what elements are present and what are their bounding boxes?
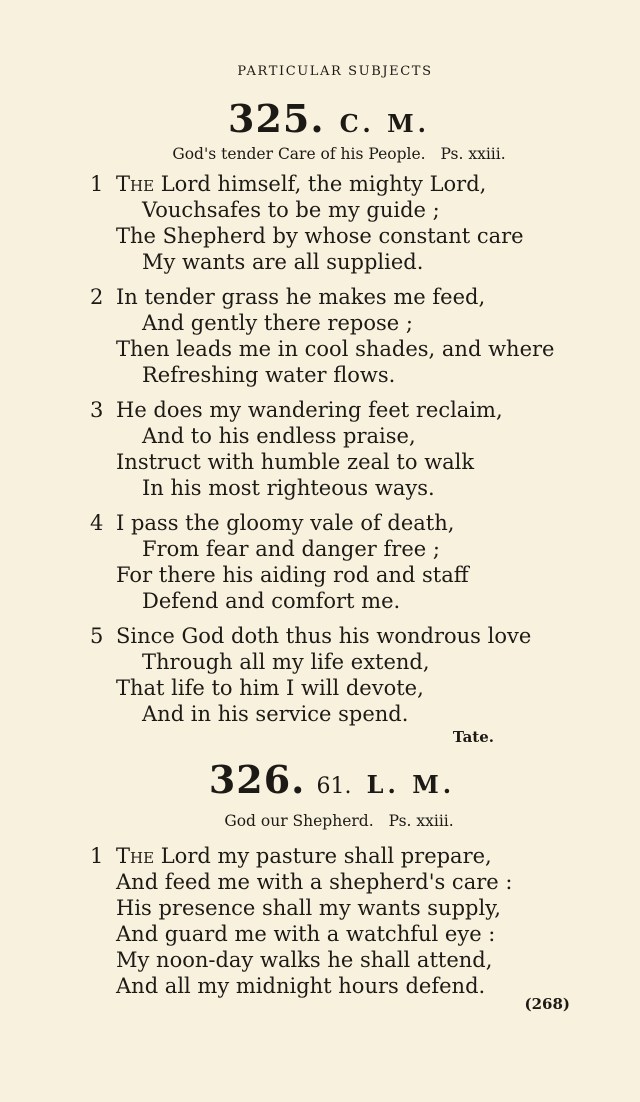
verse-line [90,284,610,310]
scripture-reference: Ps. xxiii. [440,145,506,163]
verse-line [90,171,610,197]
verse-line [90,397,610,423]
verse-line [90,843,610,869]
hymn-325-verse-5 [90,623,610,727]
verse-number: 1 [90,844,104,868]
verse-line: And feed me with a shepherd's care : [116,870,513,894]
verse-line: For there his aiding rod and staff [116,563,469,587]
verse-number: 1 [90,172,104,196]
verse-line: And all my midnight hours defend. [116,974,486,998]
verse-line: That life to him I will devote, [116,676,424,700]
verse-line: And in his service spend. [142,702,409,726]
verse-line: And gently there repose ; [142,311,413,335]
verse-line-text: Since God doth thus his wondrous love [116,624,532,648]
scripture-reference: Ps. xxiii. [388,812,454,830]
verse-line: My noon-day walks he shall attend, [116,948,493,972]
verse-line: My wants are all supplied. [142,250,424,274]
verse-line: In his most righteous ways. [142,476,435,500]
hymn-number: 326. [208,757,306,802]
verse-line: From fear and danger free ; [142,537,440,561]
verse-line: The Shepherd by whose constant care [116,224,524,248]
hymn-325-subject [0,145,640,163]
verse-line: Instruct with humble zeal to walk [116,450,475,474]
hymn-number: 325. [228,96,325,141]
verse-first-word: The [116,844,155,868]
verse-line: And to his endless praise, [142,424,416,448]
verse-number: 2 [90,285,104,309]
verse-number: 5 [90,624,104,648]
hymn-author: Tate. [452,728,494,746]
hymn-325-heading [0,96,640,141]
hymn-325-verse-4 [90,510,610,614]
verse-line: His presence shall my wants supply, [116,896,501,920]
verse-line [90,510,610,536]
verse-line: Through all my life extend, [142,650,430,674]
verse-line-text: Lord my pasture shall prepare, [160,844,492,868]
verse-first-word: The [116,172,155,196]
verse-line: Refreshing water flows. [142,363,396,387]
hymn-326-subject [0,812,640,830]
hymn-meter: C. M. [339,109,430,138]
verse-line-text: In tender grass he makes me feed, [116,285,486,309]
verse-line: Defend and comfort me. [142,589,401,613]
verse-line-text: He does my wandering feet reclaim, [116,398,503,422]
hymn-tune: 61. [316,774,352,799]
hymn-325-verse-1 [90,171,610,275]
page-number: (268) [524,995,570,1013]
hymn-326-verse-1 [90,843,610,999]
verse-line-text: I pass the gloomy vale of death, [116,511,455,535]
hymn-meter: L. M. [366,770,456,799]
hymn-326-heading [0,757,640,802]
running-head: PARTICULAR SUBJECTS [237,64,433,79]
verse-number: 3 [90,398,104,422]
subject-title: God's tender Care of his People. [172,145,426,163]
hymn-325-verse-2 [90,284,610,388]
verse-line: Then leads me in cool shades, and where [116,337,555,361]
verse-line-text: Lord himself, the mighty Lord, [160,172,487,196]
verse-line [90,623,610,649]
verse-number: 4 [90,511,104,535]
verse-line: And guard me with a watchful eye : [116,922,496,946]
hymn-325-verse-3 [90,397,610,501]
verse-line: Vouchsafes to be my guide ; [142,198,440,222]
subject-title: God our Shepherd. [224,812,374,830]
